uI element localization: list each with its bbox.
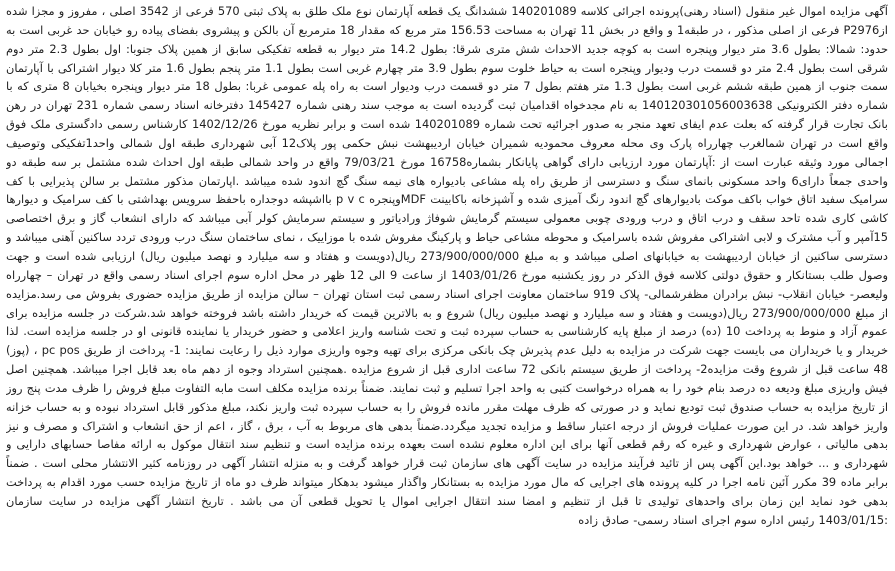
auction-notice [6, 2, 888, 568]
notice-body-text: آگهی مزایده اموال غیر منقول (اسناد رهنی)پرونده اجرائی کلاسه 140201089 ششدانگ یک قطعه آپارتمان نوع ملک طلق به پلاک ثبتی 570 فرعی از 3542 اصلی ، مفروز و مجزا شده ازP2976 فرعی از اصلی مذکور ، در طبقه1 و واقع در بخش 11 تهران به مساحت 156.53 متر مربع که مقدار 18 مترمربع آن بالکن و پیشروی بفضای پیاده رو خیابان حد غربی است به حدود: شمالا: بطول 3.6 متر دیوار وپنجره است به کوچه جدید الاحداث شش متری شرقا: بطول 14.2 متر دیوار به قطعه تفکیکی سابق از همین پلاک جنوبا: اول بطول 2.3 متر دوم شرقی است بطول 2.4 متر دو قسمت درب ودیوار وپنجره است به حیاط خلوت سوم بطول 3.9 متر چهارم غربی است بطول 1.1 متر پنجم بطول 1.6 متر کلا دیوار اشتراکی با آپارتمان سمت جنوب از همین طبقه ششم غربی است بطول 1.3 متر هفتم بطول 7 متر دو قسمت درب ودیوار است به راه پله عمومی غربا: بطول 18 متر دیوار وپنجره بخیابان 8 متری که با شماره دفتر الکترونیکی 140120301056003638 به نام مجدخواه اقدامیان ثبت گردیده است به موجب سند رهنی شماره 145427 دفترخانه اسناد رسمی شماره 231 تهران در رهن بانک تجارت قرار گرفته که بعلت عدم ایفای تعهد منجر به صدور اجرائیه تحت شماره 140201089 شده است و برابر نظریه مورخ 1402/12/26 کارشناس رسمی دادگستری ملک فوق واقع است در تهران شمالغرب چهارراه پارک وی محله معروف محمودیه شمیران خیابان اردیبهشت نبش حکمی پور پلاک12 آبی شهرداری طبقه اول شمالی واحد1تفکیکی وتوصیف اجمالی مورد وثیقه عبارت است از :آپارتمان مورد ارزیابی دارای گواهی پایانکار بشماره16758 مورخ 79/03/21 واقع در واحد شمالی طبقه اول احداث شده مشتمل بر سه طبقه دو واحدی جمعاً دارای6 واحد مسکونی بانمای سنگ و دسترسی از طریق راه پله مشاعی بادیواره های نیمه سنگ گچ اندود شده میباشد .اپارتمان مذکور مشتمل بر سالن پذیرایی با کف سرامیک سفید اتاق خواب باکف موکت بادیوارهای گچ اندود رنگ آمیزی شده و آشپزخانه باکابینت MDFوپنجره p v c بااشپشه دوجداره باحفظ سرویس بهداشتی با کف سرامیک و دیوارها کاشی کاری شده تاحد سقف و درب اتاق و درب ورودی چوبی معمولی سیستم گرمایش شوفاژ ورادیاتور و سیستم سرمایش کولر آبی میباشد که دارای انشعاب گاز و برق اختصاصی 15آمپر و آب مشترک و لابی اشتراکی مفروش شده باسرامیک و محوطه مشاعی حیاط و پارکینگ مفروش شده با موزاییک ، نمای ساختمان سنگ درب ورودی تردد ساکنین آهنی میباشد و دسترسی ساکنین از خیابان اردیبهشت به خیابانهای اصلی میباشد و به مبلغ 273/900/000/000 ریال(دویست و هفتاد و سه میلیارد و نهصد میلیون ریال) ارزیابی شده است و جهت وصول طلب بستانکار و حقوق دولتی کلاسه فوق الذکر در روز یکشنبه مورخ 1403/01/26 از ساعت 9 الی 12 ظهر در محل اداره سوم اجرای اسناد رسمی واقع در تهران – چهارراه ولیعصر- خیابان انقلاب- نبش برادران مظفرشمالی- پلاک 919 ساختمان معاونت اجرای اسناد رسمی ثبت استان تهران – سالن مزایده از طریق مزایده حضوری بفروش می رسد.مزایده از مبلغ 273/900/000/000 ریال(دویست و هفتاد و سه میلیارد و نهصد میلیون ریال) شروع و به بالاترین قیمت که خریدار داشته باشد فروخته خواهد شد.شرکت در جلسه مزایده برای عموم آزاد و منوط به پرداخت 10 (ده) درصد از مبلغ پایه کارشناسی به حساب سپرده ثبت و تحت شناسه واریز اعلامی و حضور خریدار یا نماینده قانونی او در جلسه مزایده است. لذا خریدار و یا خریداران می بایست جهت شرکت در مزایده به دلیل عدم پذیرش چک بانکی مرکزی برای تهیه وجوه واریزی موارد ذیل را رعایت نمایند: 1- پرداخت از طریق pc pos ، (پوز) 48 ساعت قبل از شروع وقت مزایده2- پرداخت از طریق سیستم بانکی 72 ساعت اداری قبل از شروع مزایده .همچنین استرداد وجوه از دهم ماه بعد قابل اجرا میباشد. همچنین اصل فیش واریزی مبلغ ودیعه ده درصد بنام خود را به همراه درخواست کتبی به واحد اجرا تسلیم و ثبت نمایند. ضمناً برنده مزایده مکلف است مابه التفاوت مبلغ فروش را ظرف مدت پنج روز از تاریخ مزایده به حساب صندوق ثبت تودیع نماید و در صورتی که ظرف مهلت مقرر مانده فروش را به حساب سپرده ثبت واریز نکند، مبلغ مذکور قابل استرداد نبوده و به حساب خزانه واریز خواهد شد. در این صورت عملیات فروش از درجه اعتبار ساقط و مزایده تجدید میگردد.ضمناً بدهی های مربوط به آب ، برق ، گاز ، اعم از حق انشعاب و اشتراک و مصرف و نیز بدهی مالیاتی ، عوارض شهرداری و غیره که رقم قطعی آنها برای این اداره معلوم نشده است بعهده برنده مزایده است و تنظیم سند انتقال موکول به ارائه مفاصا حسابهای دارایی و شهرداری و ... خواهد بود.این آگهی پس از تائید فرآیند مزایده در سایت آگهی های سازمان ثبت قرار خواهد گرفت و به منزله انتشار آگهی در روزنامه کثیر الانتشار محلی است . ضمناً برابر ماده 39 مکرر آئین نامه اجرا در کلیه پرونده های اجرایی که مال مورد مزایده به بستانکار واگذار میشود بدهکار میتواند ظرف دو ماه از تاریخ مزایده حسب مورد اقدام به پرداخت بدهی خود نماید این زمان برای واحدهای تولیدی تا قبل از تنظیم و امضا سند انتقال اجرایی اموال یا تحویل قطعی آن می باشد . تاریخ انتشار آگهی مزایده در سایت سازمان :1403/01/15 رئیس اداره سوم اجرای اسناد رسمی- صادق زاده [6, 4, 888, 527]
